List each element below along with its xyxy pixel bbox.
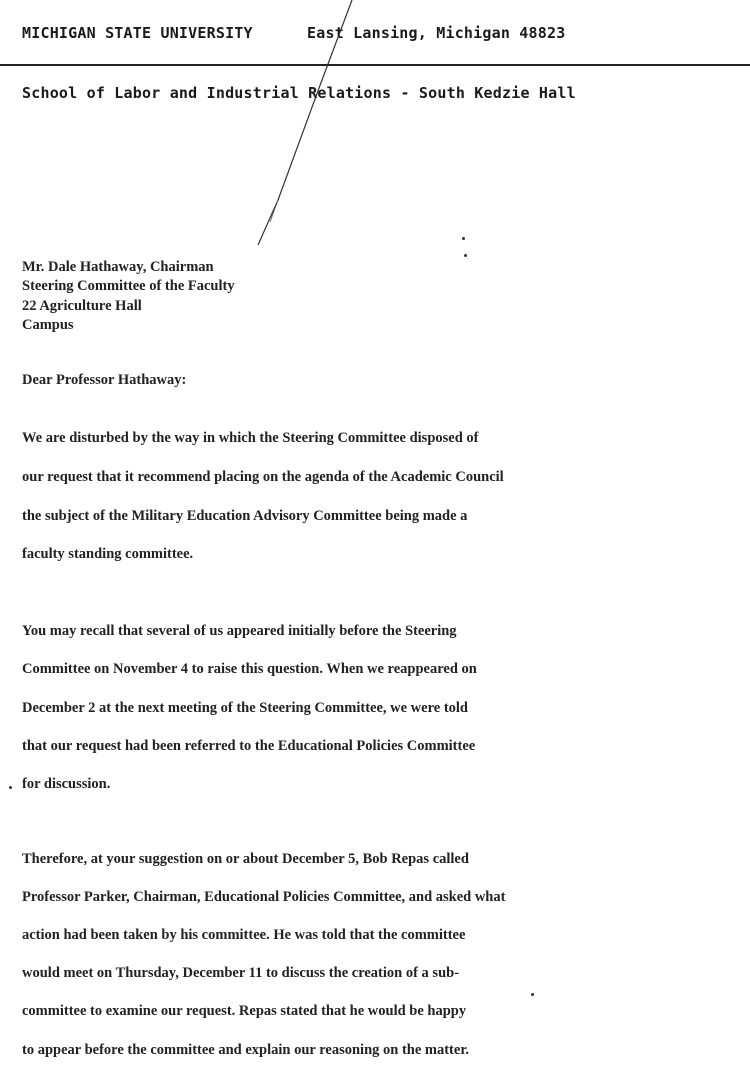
paragraph-1-line-2: our request that it recommend placing on the agenda of the Academic Council: [22, 469, 504, 485]
paragraph-1-line-3: the subject of the Military Education Advisory Committee being made a: [22, 508, 468, 524]
paragraph-2-line-5: for discussion.: [22, 776, 111, 792]
paragraph-1-line-4: faculty standing committee.: [22, 546, 194, 562]
scan-speck: [531, 993, 534, 996]
school-name: School of Labor and Industrial Relations - South Kedzie Hall: [22, 84, 576, 102]
pen-stroke-mark: [0, 0, 750, 300]
scan-speck: [462, 237, 465, 240]
paragraph-3-line-1: Therefore, at your suggestion on or about December 5, Bob Repas called: [22, 851, 469, 867]
recipient-address: 22 Agriculture Hall: [22, 298, 142, 314]
paragraph-3-line-3: action had been taken by his committee. He was told that the committee: [22, 927, 466, 943]
recipient-committee: Steering Committee of the Faculty: [22, 278, 235, 294]
paragraph-2-line-4: that our request had been referred to the Educational Policies Committee: [22, 738, 476, 754]
paragraph-2-line-1: You may recall that several of us appeared initially before the Steering: [22, 623, 457, 639]
paragraph-2-line-3: December 2 at the next meeting of the Steering Committee, we were told: [22, 700, 468, 716]
paragraph-1-line-1: We are disturbed by the way in which the Steering Committee disposed of: [22, 430, 479, 446]
paragraph-3-line-2: Professor Parker, Chairman, Educational Policies Committee, and asked what: [22, 889, 506, 905]
scan-speck: [464, 254, 467, 257]
paragraph-3-line-6: to appear before the committee and explain our reasoning on the matter.: [22, 1042, 470, 1058]
paragraph-3-line-5: committee to examine our request. Repas stated that he would be happy: [22, 1003, 467, 1019]
scan-speck: [9, 786, 12, 789]
paragraph-3-line-4: would meet on Thursday, December 11 to discuss the creation of a sub-: [22, 965, 460, 981]
salutation: Dear Professor Hathaway:: [22, 372, 187, 388]
recipient-location: Campus: [22, 317, 74, 333]
university-name: MICHIGAN STATE UNIVERSITY: [22, 24, 253, 42]
university-address: East Lansing, Michigan 48823: [307, 24, 566, 42]
recipient-name: Mr. Dale Hathaway, Chairman: [22, 259, 214, 275]
paragraph-2-line-2: Committee on November 4 to raise this question. When we reappeared on: [22, 661, 477, 677]
